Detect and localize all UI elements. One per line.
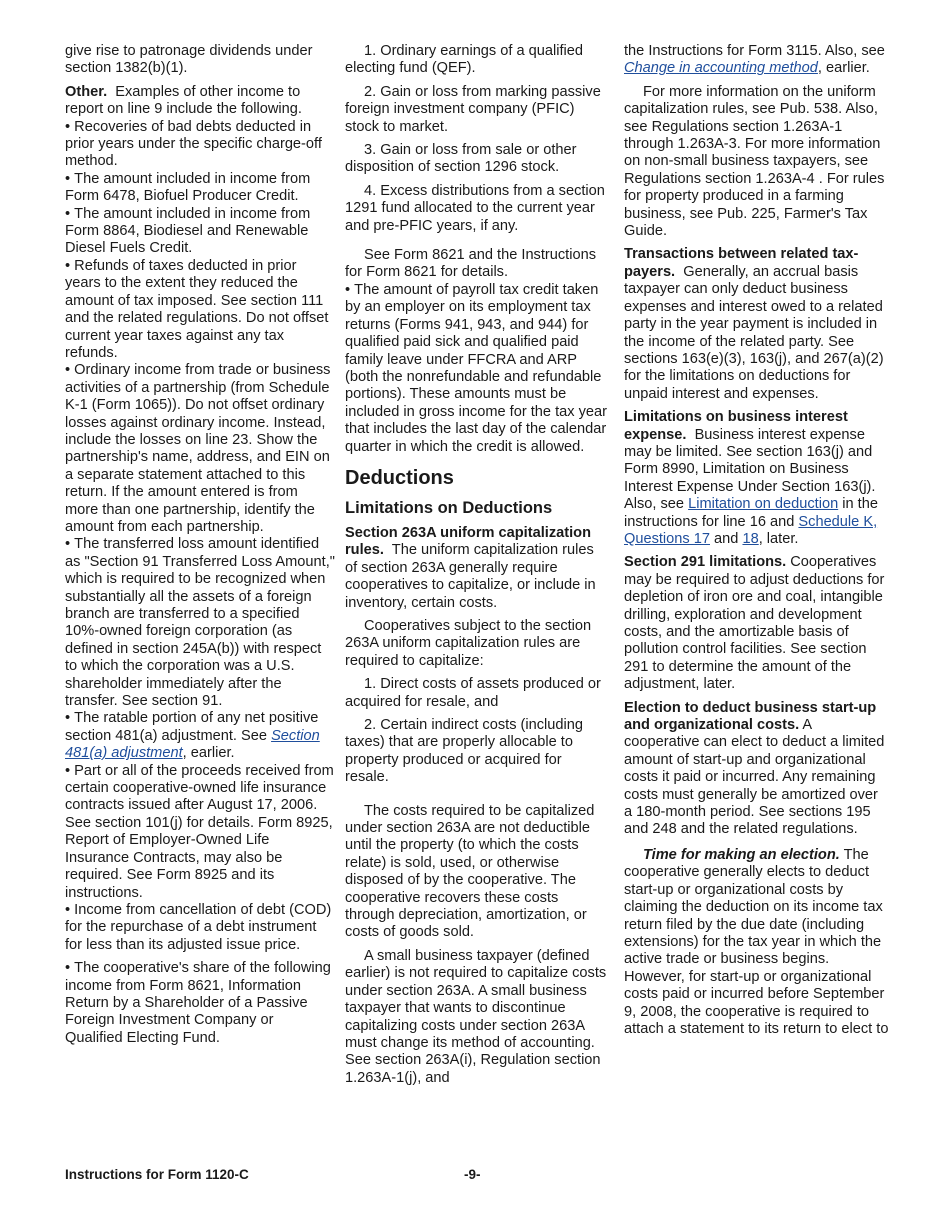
bullet-item: • Recoveries of bad debts deducted in prior years under the specific charge-off method. [65,118,322,170]
bullet-item: • The amount included in income from Form 8864, Biodiesel and Renewable Diesel Fuels Credit. [65,205,311,257]
numbered-item: 2. Certain indirect costs (including taxes) that are properly allocable to property produced or acquired for resale. [345,717,584,786]
link-section-481a[interactable]: Section 481(a) adjustment [65,727,320,762]
link-limitation-on-deduction[interactable]: Limitation on deduction [688,496,839,513]
paragraph-see-8621: See Form 8621 and the Instructions for Form 8621 for details. [345,247,597,281]
link-schedule-k-q17[interactable]: Schedule K, Questions 17 [624,513,878,547]
numbered-item: 2. Gain or loss from marking passive foreign investment company (PFIC) stock to market. [345,83,601,135]
s291-heading: Section 291 limitations. [624,554,787,571]
paragraph-section-291: Section 291 limitations. Cooperatives may be required to adjust deductions for depletion of iron ore and coal, intangible drilling, exploration and development costs, and the amortizable basis of pollution control facilities. See section 291 to determine the amount of the adjustment, later. [624,554,885,693]
interest-heading: Limitations on business interest expense. [624,409,848,443]
bullet-item: • Refunds of taxes deducted in prior years to the extent they reduced the amount of tax imposed. See section 111 and the related regulations. Do not offset current year taxes against any tax refunds. [65,257,329,361]
paragraph-costs: The costs required to be capitalized under section 263A are not deductible until the property (to which the costs relate) is sold, used, or otherwise disposed of by the cooperative. The cooperative recovers these costs through depreciation, amortization, or costs of goods sold. [345,802,595,941]
s263a-heading: Section 263A uniform capitalization rules. [345,524,591,559]
link-change-accounting-method[interactable]: Change in accounting method [624,60,818,77]
paragraph-small-business: A small business taxpayer (defined earlier) is not required to capitalize costs under section 263A. A small business taxpayer that wants to discontinue capitalizing costs under section 263A must change its method of accounting. See section 263A(i), Regulation section 1.263A-1(j), and [345,947,607,1086]
bullet-item: • The transferred loss amount identified as "Section 91 Transferred Loss Amount," which is required to be recognized when substantially all the assets of a foreign branch are transferred to a specified 10%-owned foreign corporation (as defined in section 245A(b)) with respect to which the corporation was a U.S. shareholder immediately after the transfer. See section 91. [65,536,335,710]
column-right [624,43,890,1044]
startup-heading: Election to deduct business start-up and organizational costs. [624,699,877,734]
bullet-item: • Part or all of the proceeds received from certain cooperative-owned life insurance contracts issued after August 17, 2006. See section 101(j) for details. Form 8925, Report of Employer-Owned Life Insurance Contracts, may also be required. See Form 8925 and its instructions. [65,762,334,901]
paragraph-form3115: the Instructions for Form 3115. Also, see Change in accounting method, earlier. [624,43,885,77]
paragraph-intro: give rise to patronage dividends under section 1382(b)(1). [65,43,313,77]
bullet-item: • Ordinary income from trade or business activities of a partnership (from Schedule K-1 (Form 1065)). Do not offset ordinary losses against ordinary income. Instead, include the losses on line 23. Show the partnership's name, address, and EIN on a separate statement attached to this return. If the amount entered is from more than one partnership, identify the amount from each partnership. [65,362,331,535]
footer-page-number: -9- [464,1167,481,1182]
bullet-item: • The amount included in income from Form 6478, Biofuel Producer Credit. [65,170,311,205]
paragraph-subject: Cooperatives subject to the section 263A uniform capitalization rules are required to capitalize: [345,617,592,669]
paragraph-time-election: Time for making an election. The cooperative generally elects to deduct start-up or organizational costs by claiming the deduction on its income tax return filed by the due date (including extensions) for the tax year in which the active trade or business begins. However, for start-up or organizational costs paid or incurred before September 9, 2008, the cooperative is required to attach a statement to its return to elect to [624,846,889,1037]
column-middle [345,43,607,1093]
numbered-item: 1. Ordinary earnings of a qualified electing fund (QEF). [345,43,584,77]
section-heading-deductions: Deductions [345,466,454,489]
related-heading: Transactions between related tax-payers. [624,246,859,280]
paragraph-other [65,84,335,119]
bullet-item: • The ratable portion of any net positive section 481(a) adjustment. See Section 481(a) adjustment, earlier. [65,710,320,762]
numbered-item: 3. Gain or loss from sale or other disposition of section 1296 stock. [345,142,577,176]
footer-form-title: Instructions for Form 1120-C [65,1167,249,1182]
paragraph-startup-costs: Election to deduct business start-up and organizational costs. A cooperative can elect to deduct a limited amount of start-up and organizational costs it paid or incurred. Any remaining costs must generally be amortized over a 180-month period. See sections 195 and 248 and the related regulations. [624,699,885,838]
paragraph-unicap-info: For more information on the uniform capitalization rules, see Pub. 538. Also, see Regulations section 1.263A-1 through 1.263A-3. For more information on non-small business taxpayers, see Regulations section 1.263A-4 . For rules for property produced in a farming business, see Pub. 225, Farmer's Tax Guide. [624,83,885,240]
other-heading: Other. [65,83,108,100]
bullet-item: • Income from cancellation of debt (COD) for the repurchase of a debt instrument for less than its adjusted issue price. [65,901,332,953]
bullet-item: • The amount of payroll tax credit taken by an employer on its employment tax returns (Forms 941, 943, and 944) for qualified paid sick and qualified paid family leave under FFCRA and ARP (both the nonrefundable and refundable portions). These amounts must be included in gross income for the tax year that includes the last day of the calendar quarter in which the credit is allowed. [345,281,608,455]
time-heading: Time for making an election. [643,846,840,863]
other-text: Examples of other income to report on line 9 include the following. [65,83,302,118]
numbered-item: 4. Excess distributions from a section 1291 fund allocated to the current year and pre-PFIC years, if any. [345,182,605,234]
link-q18[interactable]: 18 [742,530,759,547]
numbered-item: 1. Direct costs of assets produced or acquired for resale, and [345,676,601,710]
paragraph-related-taxpayers: Transactions between related tax-payers. Generally, an accrual basis taxpayer can only deduct business expenses and interest owed to a related party in the year payment is included in the income of the related party. See sections 163(e)(3), 163(j), and 267(a)(2) for the limitations on deductions for unpaid interest and expenses. [624,246,884,402]
subsection-heading-limitations: Limitations on Deductions [345,498,553,517]
paragraph-263a: Section 263A uniform capitalization rules. The uniform capitalization rules of section 263A generally require cooperatives to capitalize, or include in inventory, certain costs. [345,524,596,611]
bullet-item: • The cooperative's share of the following income from Form 8621, Information Return by a Shareholder of a Passive Foreign Investment Company or Qualified Electing Fund. [65,960,331,1046]
paragraph-business-interest: Limitations on business interest expense. Business interest expense may be limited. See section 163(j) and Form 8990, Limitation on Business Interest Expense Under Section 163(j). Also, see Limitation on deduction in the instructions for line 16 and Schedule K, Questions 17 and 18, later. [624,409,878,547]
column-left [65,43,335,1053]
